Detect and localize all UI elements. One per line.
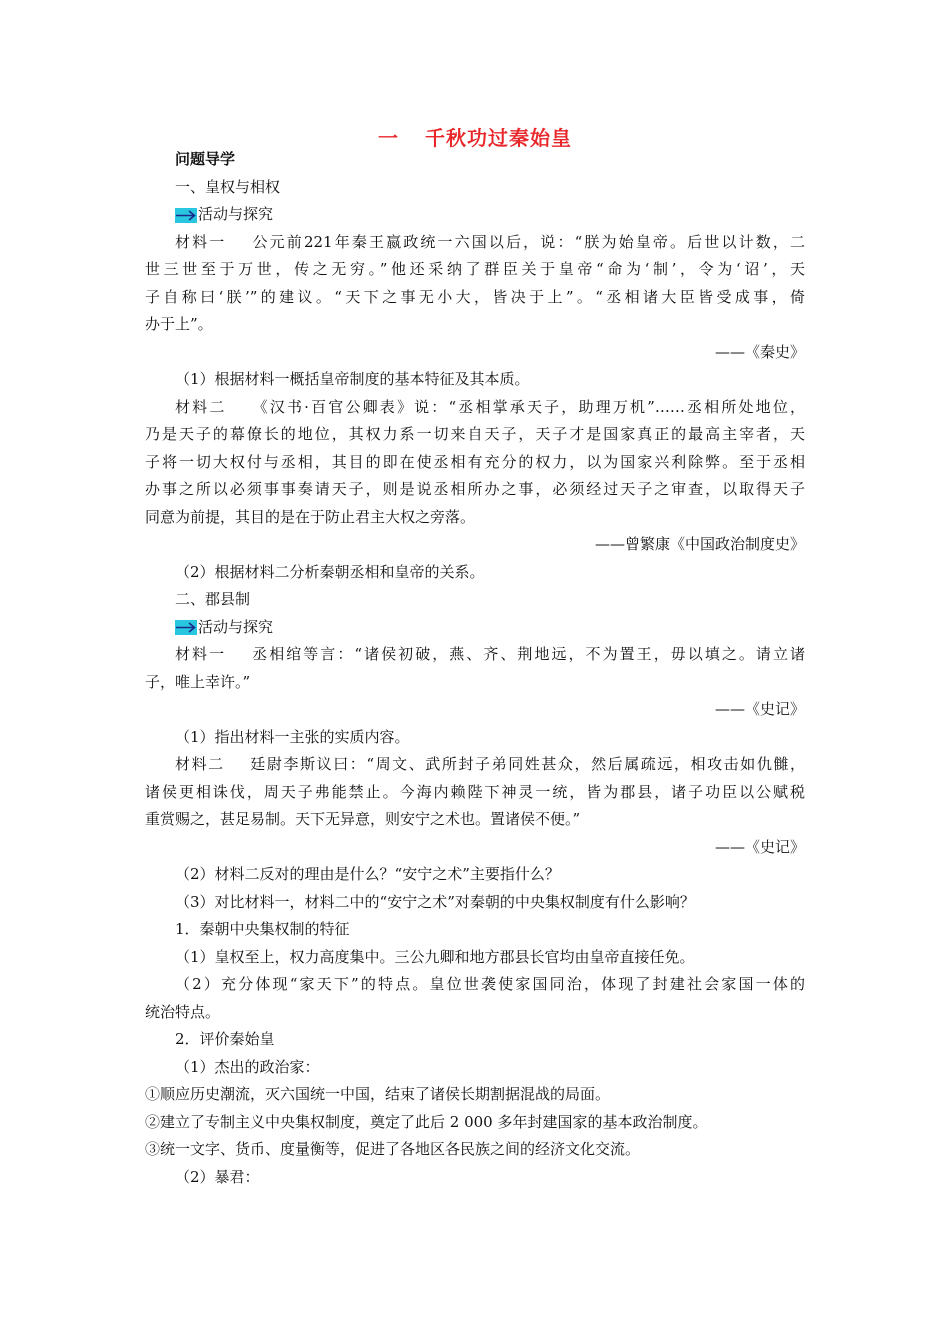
material-label: 材料一 — [175, 232, 227, 251]
summary-point: （2）充分体现“家天下”的特点。皇位世袭使家国同治，体现了封建社会家国一体的 — [175, 975, 805, 993]
part1-activity — [145, 201, 805, 229]
question: （1）指出材料一主张的实质内容。 — [175, 727, 410, 746]
question: （1）根据材料一概括皇帝制度的基本特征及其本质。 — [175, 370, 530, 388]
summary-heading: 2．评价秦始皇 — [175, 1030, 275, 1048]
source-citation: ——《史记》 — [714, 700, 805, 718]
activity-label: 活动与探究 — [198, 617, 274, 636]
part2-heading: 二、郡县制 — [175, 590, 251, 608]
activity-label: 活动与探究 — [198, 205, 274, 223]
list-item: ③统一文字、货币、度量衡等，促进了各地区各民族之间的经济文化交流。 — [145, 1140, 641, 1158]
p1-m1-line: 子自称曰‘朕’”的建议。“天下之事无小大，皆决于上”。“丞相诸大臣皆受成事，倚 — [145, 287, 805, 306]
summary-subheading: （2）暴君： — [175, 1167, 260, 1186]
p1-m2-line: 乃是天子的幕僚长的地位，其权力系一切来自天子，天子才是国家真正的最高主宰者，天 — [145, 425, 805, 443]
summary-heading: 1．秦朝中央集权制的特征 — [175, 920, 350, 938]
source-citation: ——《史记》 — [714, 837, 805, 856]
p1-m2-line: 子将一切大权付与丞相，其目的即在使丞相有充分的权力，以为国家兴利除弊。至于丞相 — [145, 452, 805, 471]
content — [145, 146, 805, 1191]
arrow-right-icon — [175, 208, 197, 223]
question: （3）对比材料一，材料二中的“安宁之术”对秦朝的中央集权制度有什么影响？ — [175, 892, 695, 911]
p1-m2-line: 办事之所以必须事事奏请天子，则是说丞相所办之事，必须经过天子之审查，以取得天子 — [145, 480, 805, 498]
section-heading: 问题导学 — [175, 150, 236, 168]
p1-m1-line: 办于上”。 — [145, 315, 213, 333]
p1-m1-line: 材料一 公元前221年秦王嬴政统一六国以后，说：“朕为始皇帝。后世以计数，二 — [175, 232, 805, 251]
part1-heading: 一、皇权与相权 — [175, 177, 281, 196]
p2-m2-line: 诸侯更相诛伐，周天子弗能禁止。今海内赖陛下神灵一统，皆为郡县，诸子功臣以公赋税 — [145, 782, 805, 801]
list-item: ②建立了专制主义中央集权制度，奠定了此后 2 000 多年封建国家的基本政治制度。 — [145, 1112, 708, 1131]
p2-m1-line: 子，唯上幸许。” — [145, 672, 251, 691]
material-label: 材料二 — [175, 397, 227, 416]
list-item: ①顺应历史潮流，灭六国统一中国，结束了诸侯长期割据混战的局面。 — [145, 1085, 611, 1103]
title-number: 一 — [378, 126, 399, 150]
p1-m2-line: 同意为前提，其目的是在于防止君主大权之旁落。 — [145, 507, 476, 526]
material-label: 材料二 — [175, 755, 225, 773]
p2-m2-line: 重赏赐之，甚足易制。天下无异意，则安宁之术也。置诸侯不便。” — [145, 810, 581, 828]
p1-m1-line: 世三世至于万世，传之无穷。”他还采纳了群臣关于皇帝“命为‘制’，令为‘诏’，天 — [145, 260, 805, 278]
summary-subheading: （1）杰出的政治家： — [175, 1057, 320, 1076]
summary-point: （1）皇权至上，权力高度集中。三公九卿和地方郡县长官均由皇帝直接任免。 — [175, 947, 695, 966]
material-label: 材料一 — [175, 645, 227, 663]
title-text: 千秋功过秦始皇 — [425, 126, 572, 150]
arrow-right-icon — [175, 620, 197, 635]
p2-m2-line: 材料二 廷尉李斯议曰：“周文、武所封子弟同姓甚众，然后属疏远，相攻击如仇雠， — [175, 755, 805, 773]
part2-activity — [145, 614, 805, 642]
source-citation: ——《秦史》 — [714, 342, 805, 361]
p2-m1-line: 材料一 丞相绾等言：“诸侯初破，燕、齐、荆地远，不为置王，毋以填之。请立诸 — [175, 645, 805, 663]
question: （2）根据材料二分析秦朝丞相和皇帝的关系。 — [175, 562, 485, 581]
question: （2）材料二反对的理由是什么？“安宁之术”主要指什么？ — [175, 865, 560, 883]
summary-point: 统治特点。 — [145, 1002, 221, 1021]
source-citation: ——曾繁康《中国政治制度史》 — [594, 535, 805, 553]
p1-m2-line: 材料二 《汉书·百官公卿表》说：“丞相掌承天子，助理万机”……丞相所处地位， — [175, 397, 805, 416]
